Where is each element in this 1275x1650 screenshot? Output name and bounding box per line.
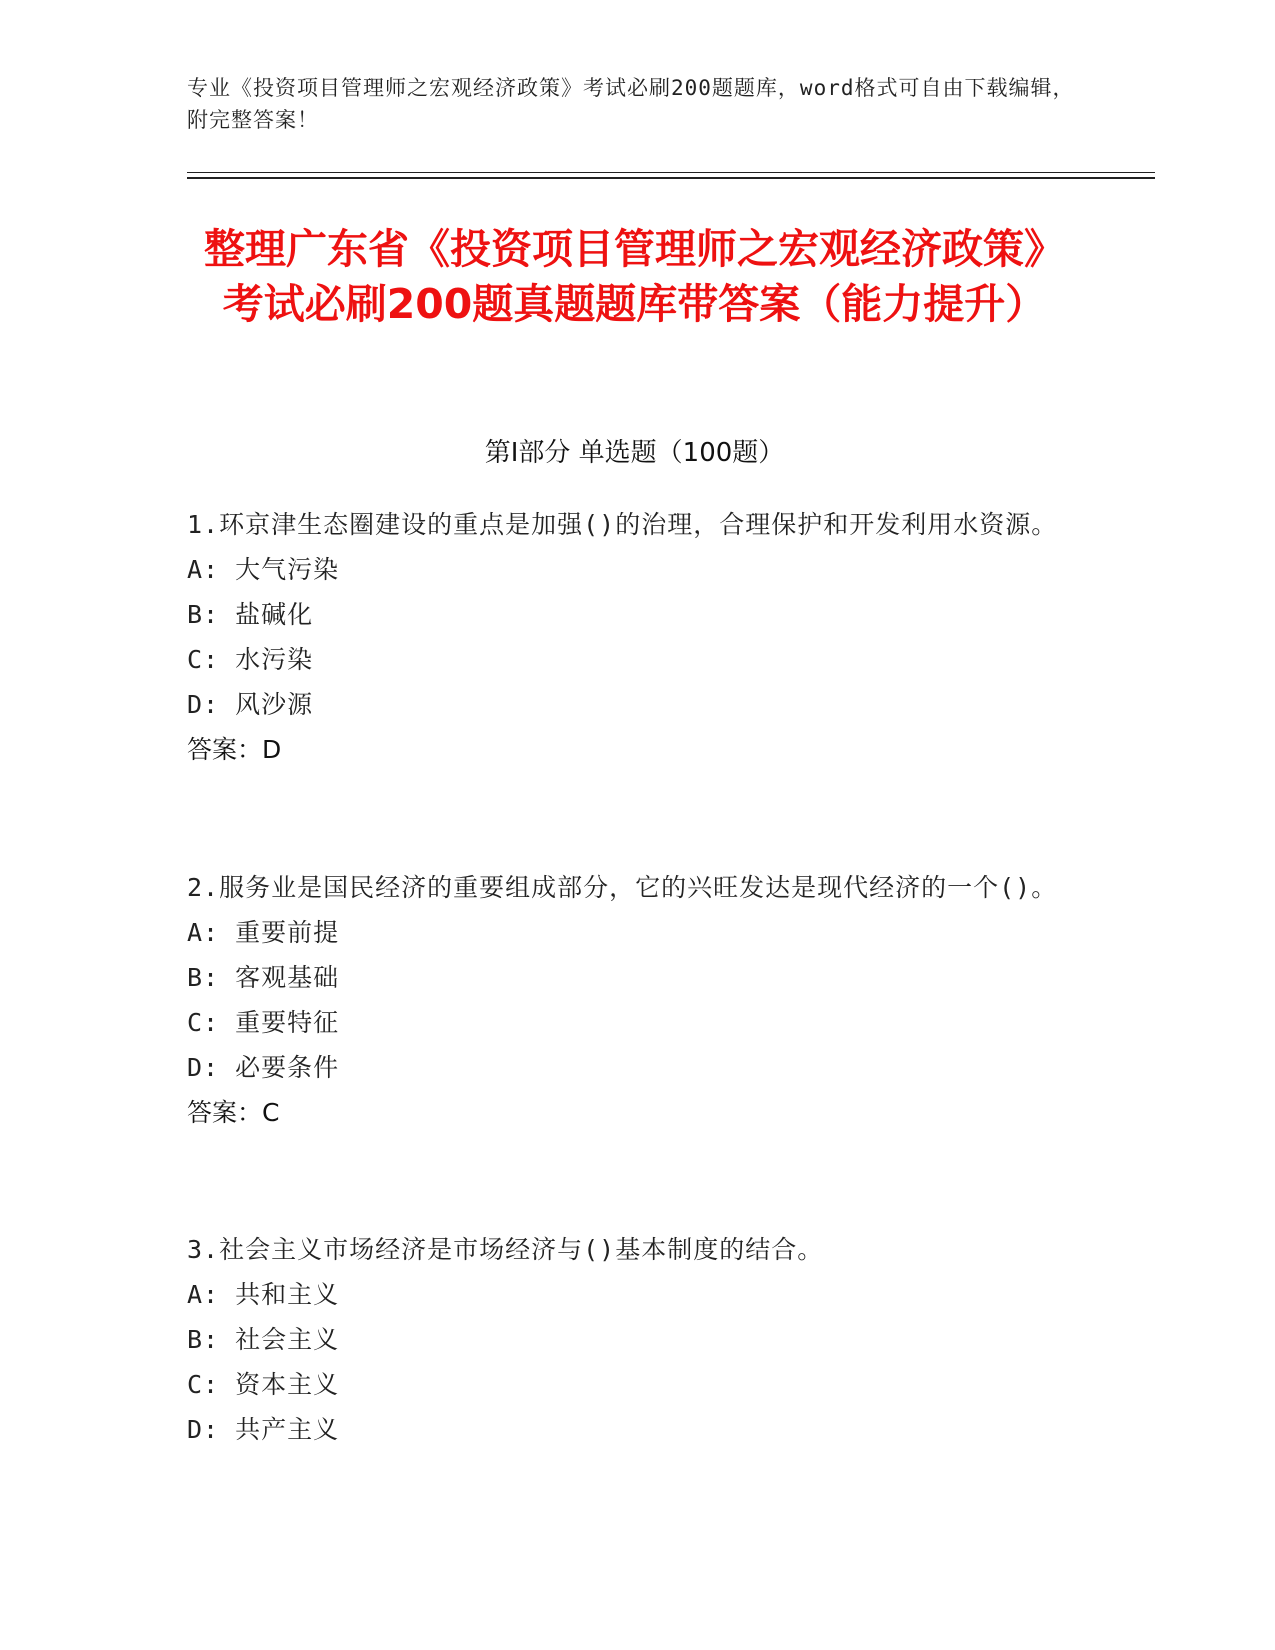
header-divider-thick <box>187 177 1155 179</box>
option-a: A: 共和主义 <box>187 1280 340 1309</box>
option-b: B: 社会主义 <box>187 1325 340 1354</box>
option-d: D: 风沙源 <box>187 690 314 719</box>
question-stem: 3.社会主义市场经济是市场经济与()基本制度的结合。 <box>187 1235 824 1264</box>
question-2 <box>187 865 1067 1135</box>
option-d: D: 共产主义 <box>187 1415 340 1444</box>
header-divider-thin <box>187 172 1155 173</box>
question-3 <box>187 1227 1067 1452</box>
option-a: A: 重要前提 <box>187 918 340 947</box>
option-a: A: 大气污染 <box>187 555 340 584</box>
answer: 答案：D <box>187 735 282 764</box>
header-note: 专业《投资项目管理师之宏观经济政策》考试必刷200题题库，word格式可自由下载编辑，附完整答案！ <box>187 76 1075 132</box>
document-title: 整理广东省《投资项目管理师之宏观经济政策》考试必刷200题真题题库带答案（能力提升） <box>204 225 1065 328</box>
option-d: D: 必要条件 <box>187 1053 340 1082</box>
option-b: B: 客观基础 <box>187 963 340 992</box>
option-c: C: 资本主义 <box>187 1370 340 1399</box>
question-stem: 1.环京津生态圈建设的重点是加强()的治理，合理保护和开发利用水资源。 <box>187 510 1058 539</box>
section-heading: 第Ⅰ部分 单选题（100题） <box>484 438 785 468</box>
option-c: C: 重要特征 <box>187 1008 340 1037</box>
question-1 <box>187 502 1067 772</box>
answer: 答案：C <box>187 1098 280 1127</box>
question-stem: 2.服务业是国民经济的重要组成部分，它的兴旺发达是现代经济的一个()。 <box>187 873 1058 902</box>
option-c: C: 水污染 <box>187 645 314 674</box>
option-b: B: 盐碱化 <box>187 600 314 629</box>
